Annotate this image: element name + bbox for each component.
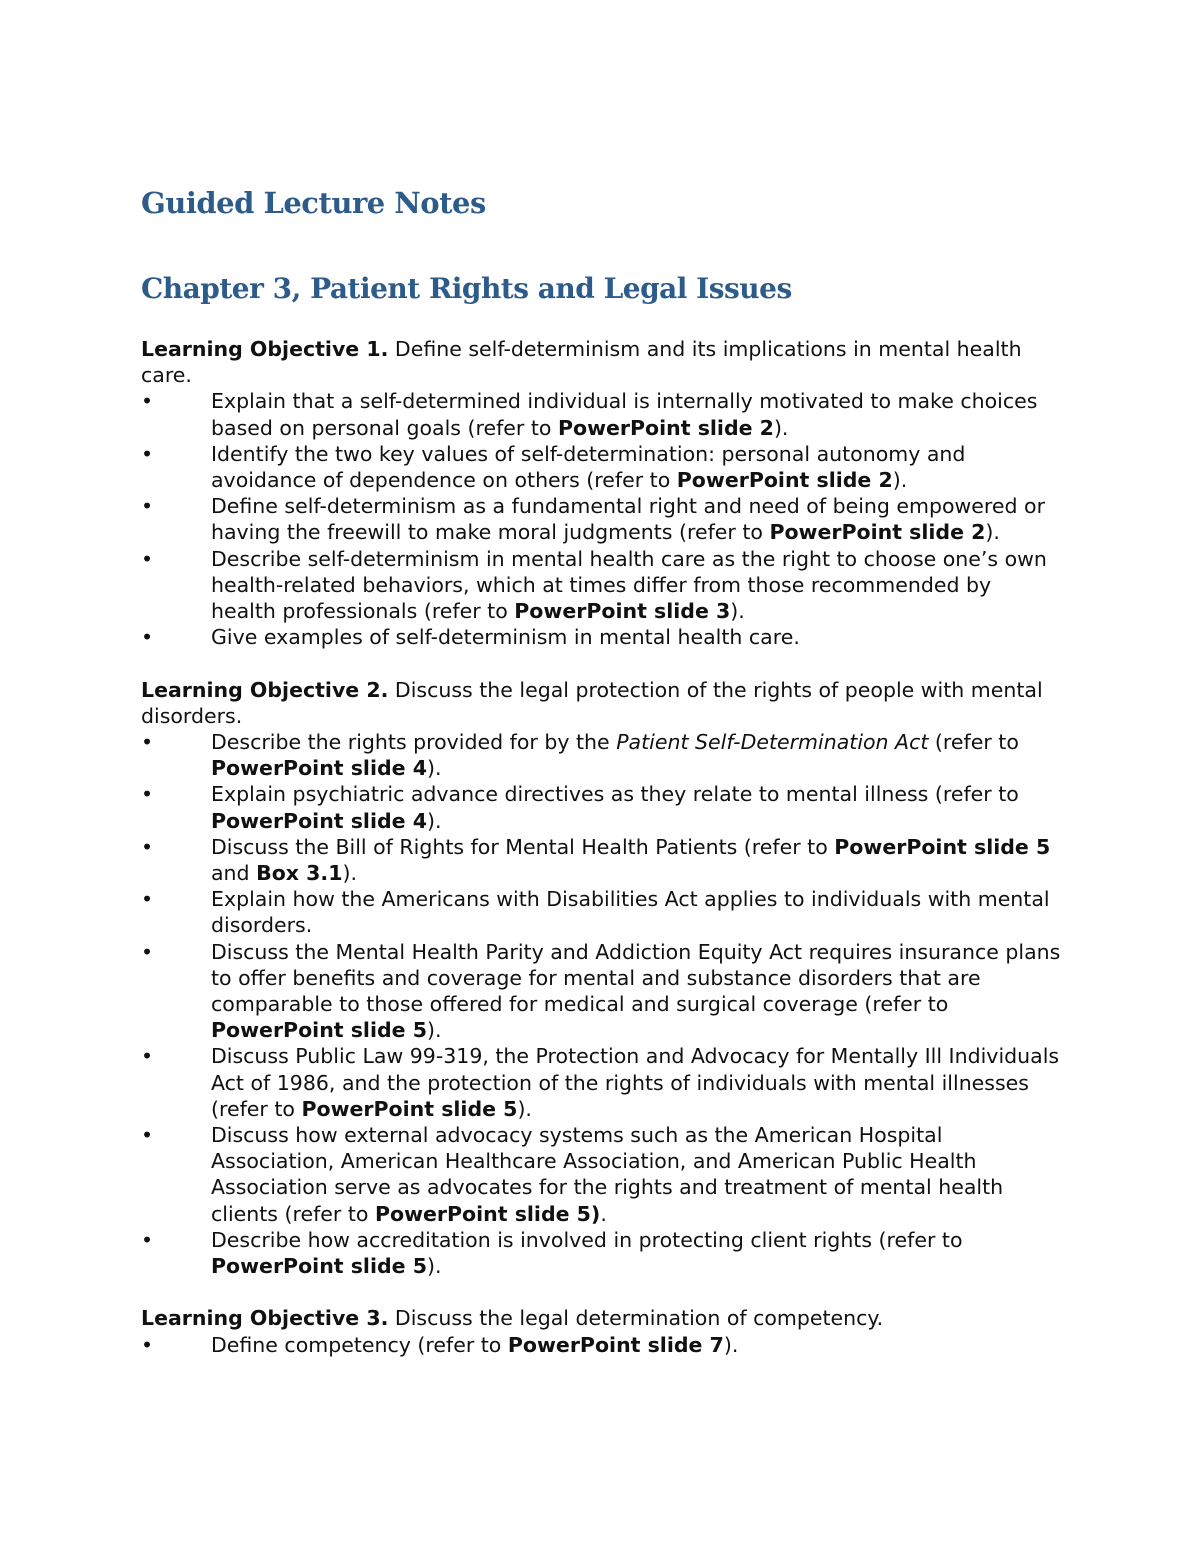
slide-reference: PowerPoint slide 2	[676, 468, 893, 493]
item-text: ).	[342, 861, 357, 886]
item-text: ).	[426, 1018, 442, 1043]
bullet-icon: •	[141, 834, 154, 859]
item-text: Explain psychiatric advance directives as they relate to mental illness (refer to	[211, 782, 1019, 807]
list-item	[141, 834, 1061, 886]
bullet-icon: •	[141, 1044, 154, 1069]
bullet-list	[141, 388, 1061, 650]
item-text: Discuss Public Law 99-319, the Protection and Advocacy for Mentally Ill Individuals Act of 1986, and the protection of the rights of individuals with mental illnesses (refer to	[211, 1044, 1060, 1121]
item-text: Give examples of self-determinism in mental health care.	[211, 625, 800, 650]
item-text: Define competency (refer to	[211, 1332, 508, 1357]
item-text: Discuss the Mental Health Parity and Addiction Equity Act requires insurance plans to offer benefits and coverage for mental and substance disorders that are comparable to those offered for medical and surgical coverage (refer to	[211, 939, 1061, 1017]
slide-reference: PowerPoint slide 5	[301, 1096, 518, 1121]
list-item	[141, 388, 1061, 440]
chapter-title: Chapter 3, Patient Rights and Legal Issues	[141, 272, 792, 305]
item-text: ).	[892, 468, 908, 493]
list-item	[141, 493, 1061, 545]
slide-reference: PowerPoint slide 7	[507, 1332, 724, 1357]
list-item	[141, 441, 1061, 493]
bullet-icon: •	[141, 730, 154, 755]
learning-objective-heading	[141, 336, 1061, 388]
bullet-icon: •	[141, 1332, 154, 1357]
act-name: Patient Self-Determination Act	[616, 730, 929, 755]
learning-objective-heading	[141, 677, 1061, 729]
item-text: ).	[426, 808, 442, 833]
item-text: ).	[723, 1332, 739, 1357]
bullet-icon: •	[141, 1227, 154, 1252]
bullet-icon: •	[141, 546, 154, 571]
learning-objective-label: Learning Objective 1.	[141, 337, 389, 361]
slide-reference: Box 3.1	[256, 861, 343, 886]
objectives-section	[141, 336, 1061, 1384]
slide-reference: PowerPoint slide 5	[211, 1018, 427, 1043]
bullet-icon: •	[141, 1123, 154, 1148]
slide-reference: PowerPoint slide 2	[769, 520, 986, 545]
item-text: .	[600, 1201, 607, 1226]
item-text: Explain that a self-determined individual is internally motivated to make choices based on personal goals (refer to	[211, 389, 1038, 440]
item-text: ).	[985, 520, 1000, 545]
item-text: Describe self-determinism in mental health care as the right to choose one’s own health-related behaviors, which at times differ from those recommended by health professionals (refer to	[211, 546, 1047, 624]
list-item	[141, 1332, 1061, 1358]
learning-objective-2	[141, 677, 1061, 1280]
slide-reference: PowerPoint slide 4	[211, 756, 427, 781]
item-text: Identify the two key values of self-determination: personal autonomy and avoidance of dependence on others (refer to	[211, 441, 966, 493]
list-item	[141, 886, 1061, 938]
bullet-icon: •	[141, 441, 154, 466]
list-item	[141, 546, 1061, 625]
learning-objective-3	[141, 1305, 1061, 1357]
learning-objective-label: Learning Objective 2.	[141, 677, 389, 702]
slide-reference: PowerPoint slide 5	[834, 834, 1051, 859]
list-item	[141, 624, 1061, 650]
item-text: Describe how accreditation is involved in protecting client rights (refer to	[211, 1227, 963, 1252]
bullet-list	[141, 1332, 1061, 1358]
bullet-icon: •	[141, 625, 154, 650]
item-text: Discuss how external advocacy systems such as the American Hospital Association, American Healthcare Association, and American Public Health Association serve as advocates for the rights and treatment of mental health clients (refer to	[211, 1123, 1004, 1226]
item-text: Discuss the Bill of Rights for Mental Health Patients (refer to	[211, 834, 835, 859]
document-title: Guided Lecture Notes	[141, 186, 486, 220]
learning-objective-label: Learning Objective 3.	[141, 1306, 389, 1331]
list-item	[141, 1043, 1061, 1122]
item-text: ).	[426, 756, 442, 781]
item-text: ).	[730, 599, 745, 624]
slide-reference: PowerPoint slide 2	[557, 415, 774, 440]
learning-objective-heading	[141, 1305, 1061, 1331]
slide-reference: PowerPoint slide 5)	[374, 1201, 601, 1226]
list-item	[141, 1122, 1061, 1227]
bullet-icon: •	[141, 887, 154, 912]
list-item	[141, 729, 1061, 781]
item-text: ).	[517, 1096, 532, 1121]
list-item	[141, 1227, 1061, 1279]
slide-reference: PowerPoint slide 4	[211, 808, 427, 833]
bullet-icon: •	[141, 494, 154, 519]
item-text: Explain how the Americans with Disabilities Act applies to individuals with mental disorders.	[211, 887, 1050, 938]
learning-objective-text: Discuss the legal determination of competency.	[388, 1306, 884, 1331]
learning-objective-text: Define self-determinism and its implications in mental health care.	[141, 337, 1022, 388]
bullet-list	[141, 729, 1061, 1279]
item-text: Define self-determinism as a fundamental right and need of being empowered or having the freewill to make moral judgments (refer to	[211, 494, 1046, 545]
bullet-icon: •	[141, 939, 154, 964]
learning-objective-1	[141, 336, 1061, 650]
slide-reference: PowerPoint slide 3	[514, 599, 731, 624]
item-text: and	[211, 861, 257, 886]
slide-reference: PowerPoint slide 5	[211, 1254, 427, 1279]
item-text: ).	[426, 1254, 442, 1279]
learning-objective-text: Discuss the legal protection of the rights of people with mental disorders.	[141, 677, 1043, 728]
bullet-icon: •	[141, 782, 154, 807]
list-item	[141, 939, 1061, 1044]
item-text: Describe the rights provided for by the	[211, 730, 617, 755]
list-item	[141, 781, 1061, 833]
bullet-icon: •	[141, 389, 154, 414]
item-text: ).	[773, 415, 789, 440]
item-text: (refer to	[928, 730, 1019, 755]
